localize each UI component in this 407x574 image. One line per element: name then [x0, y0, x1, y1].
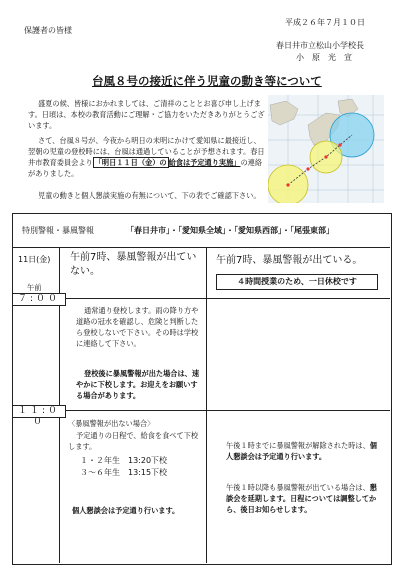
addressee: 保護者の皆様 [24, 26, 72, 35]
page-title: 台風８号の接近に伴う児童の動き等について [92, 74, 322, 88]
warning-header: 午前7時、暴風警報が出ている。 [216, 255, 363, 266]
intro-paragraph-3: 児童の動きと個人懇談実施の有無について、下の表でご確認下さい。 [38, 191, 261, 200]
dismissal-time-grade-3-6: ３～６年生 13:15下校 [80, 468, 168, 477]
warning-lifted-condition: 午後１時までに暴風警報が解除された時は、 [226, 441, 370, 450]
no-warning-case-label: 〈暴風警報が出ない場合〉 [68, 419, 155, 428]
intro-paragraph-1: 盛夏の候、皆様におかれましては、ご清祥のこととお喜び申し上げます。日頃は、本校の教育活動にご理解・ご協力をいただきありがとうございます。 [28, 99, 265, 130]
dismissal-time-grade-1-2: １・２年生 13:20下校 [80, 456, 168, 465]
divider-middle [206, 248, 207, 563]
conference-as-planned: 個人懇談会は予定通り行います。 [72, 506, 180, 515]
warning-lifted-result: 個人懇談会は予定通り行います。 [226, 441, 377, 461]
am-label: 午前 [27, 283, 42, 292]
no-warning-header: 午前7時、暴風警報が出ていない。 [70, 252, 197, 277]
commute-instructions: 通常通り登校します。雨の降り方や道路の冠水を確認し、危険と判断したら登校しないで下さい。その時は学校に連絡して下さい。 [76, 306, 199, 348]
area-list: 「春日井市」・「愛知県全域」・「愛知県西部」・「尾張東部」 [126, 226, 334, 235]
date: 平成２６年７月１０日 [285, 18, 365, 27]
warning-lifted-case [226, 440, 384, 462]
notice-highlight-2: 給食は予定通り実施」 [168, 158, 241, 167]
typhoon-map-image [268, 95, 384, 203]
time-0700: ７:００ [12, 293, 66, 306]
time-1100: １１:００ [12, 405, 66, 418]
warning-continues-condition: 午後１時以降も暴風警報が出ている場合は、 [226, 483, 370, 492]
row-divider-1 [59, 298, 390, 299]
day-label: 11日(金) [18, 255, 51, 264]
condition-label: 特別警報・暴風警報 [22, 226, 94, 235]
warning-continues-result: 懇談会を延期します。日程については調整してから、後日お知らせします。 [226, 483, 377, 514]
principal-name: 小 原 光 宣 [296, 53, 352, 62]
school-name: 春日井市立松山小学校長 [276, 41, 364, 50]
notice-highlight-1: 「明日１１日（金）の [94, 158, 167, 167]
closure-notice: ４時間授業のため、一日休校です [216, 274, 378, 290]
normal-schedule-text: 予定通りの日程で、給食を食べて下校します。 [68, 431, 199, 451]
intro-text: さて、台風８号が、今夜から明日の未明にかけて愛知県に最接近し、翌朝の児童の登校時には、台風は通過していることが予想されます。春日井市教育委員会より [28, 136, 265, 167]
intro-text-end: の連絡がありました。 [28, 158, 263, 178]
warning-continues-case [226, 482, 384, 515]
early-dismissal-notice: 登校後に暴風警報が出た場合は、速やかに下校します。お迎えをお願いする場合があります。 [76, 369, 200, 400]
row-divider-2 [59, 410, 390, 411]
intro-paragraph-2 [28, 135, 266, 179]
